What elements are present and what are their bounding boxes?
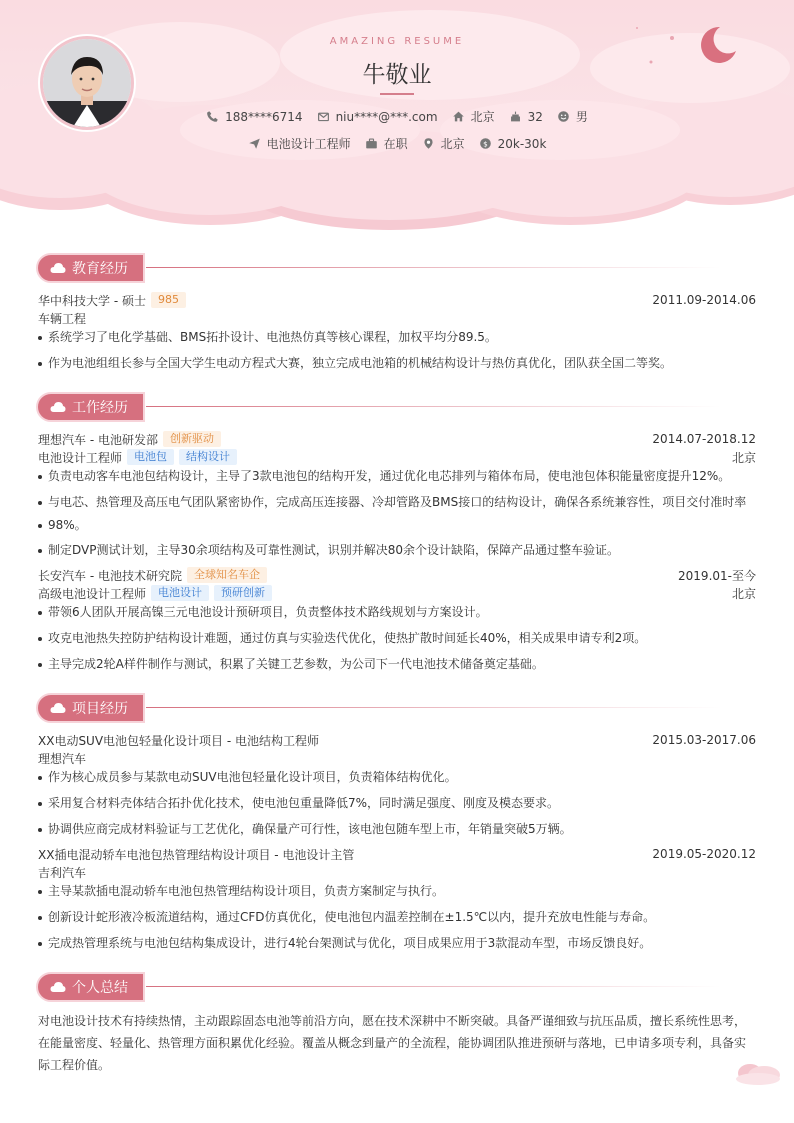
continuation-text: 98%。	[48, 518, 87, 532]
target-city-info	[422, 135, 465, 152]
cloud-icon	[50, 401, 66, 413]
education-major-row	[38, 309, 756, 327]
project-title: XX电动SUV电池包轻量化设计项目 - 电池结构工程师	[38, 733, 320, 748]
summary-paragraph	[38, 1010, 754, 1076]
cloud-icon	[50, 702, 66, 714]
work-role-row	[38, 584, 756, 602]
summary-line: 对电池设计技术有持续热情，主动跟踪固态电池等前沿方向，愿在技术深耕中不断突破。具备严谨细致与抗压品质，擅长系统性思考，	[38, 1014, 747, 1028]
project-header	[38, 845, 756, 863]
email-info	[317, 108, 438, 125]
list-item: 系统学习了电化学基础、BMS拓扑设计、电池热仿真等核心课程，加权平均分89.5。	[38, 326, 756, 349]
list-item: 作为电池组组长参与全国大学生电动方程式大赛，独立完成电池箱的机械结构设计与热仿真优化，团队获全国二等奖。	[38, 352, 756, 375]
job-role: 高级电池设计工程师	[38, 586, 147, 601]
project-company: 理想汽车	[38, 751, 87, 766]
list-item: 完成热管理系统与电池包结构集成设计，进行4轮台架测试与优化，项目成果应用于3款混动车型，市场反馈良好。	[38, 932, 756, 955]
candidate-name: 牛敬业	[362, 62, 432, 88]
status-info	[365, 135, 408, 152]
company-tag: 全球知名车企	[187, 567, 267, 583]
home-icon	[452, 110, 465, 123]
job-role: 电池设计工程师	[38, 450, 123, 465]
role-tag: 电池设计	[151, 585, 209, 601]
project-date: 2015.03-2017.06	[652, 733, 756, 747]
cloud-icon	[50, 262, 66, 274]
list-item: 协调供应商完成材料验证与工艺优化，确保量产可行性，该电池包随车型上市，年销量突破5万辆。	[38, 818, 756, 841]
company-name: 理想汽车 - 电池研发部	[38, 432, 158, 447]
section-divider	[146, 406, 721, 407]
summary-line: 际工程价值。	[38, 1058, 111, 1072]
section-title-text: 个人总结	[72, 980, 128, 996]
contact-row	[0, 108, 794, 125]
list-item: 带领6人团队开展高镍三元电池设计预研项目，负责整体技术路线规划与方案设计。	[38, 601, 756, 624]
list-item: 创新设计蛇形液冷板流道结构，通过CFD仿真优化，使电池包内温差控制在±1.5℃以内，提升充放电性能与寿命。	[38, 906, 756, 929]
job-intention-row	[0, 135, 794, 152]
education-date: 2011.09-2014.06	[652, 293, 756, 307]
smiley-icon	[557, 110, 570, 123]
list-item: 采用复合材料壳体结合拓扑优化技术，使电池包重量降低7%，同时满足强度、刚度及模态要求。	[38, 792, 756, 815]
section-divider	[146, 707, 721, 708]
list-item: 负责电动客车电池包结构设计，主导了3款电池包的结构开发，通过优化电芯排列与箱体布局，使电池包体积能量密度提升12%。	[38, 465, 756, 488]
job-title-text: 电池设计工程师	[266, 137, 351, 151]
gender-info	[557, 108, 588, 125]
work-city: 北京	[731, 586, 756, 601]
salary-info	[479, 135, 547, 152]
role-tag: 结构设计	[179, 449, 237, 465]
svg-text:$: $	[482, 139, 488, 149]
project-company-row	[38, 749, 756, 767]
paper-plane-icon	[248, 137, 261, 150]
project-company-row	[38, 863, 756, 881]
phone-icon	[206, 110, 219, 123]
phone-info	[206, 108, 302, 125]
project-header	[38, 731, 756, 749]
age-text: 32	[527, 109, 543, 124]
list-item: 作为核心成员参与某款电动SUV电池包轻量化设计项目，负责箱体结构优化。	[38, 766, 756, 789]
cloud-icon	[50, 981, 66, 993]
list-item: 与电芯、热管理及高压电气团队紧密协作，完成高压连接器、冷却管路及BMS接口的结构设计，确保各系统兼容性，项目交付准时率	[38, 491, 756, 514]
school-tag: 985	[151, 292, 186, 308]
status-text: 在职	[383, 137, 408, 151]
list-item-continuation	[38, 514, 756, 537]
briefcase-icon	[365, 137, 378, 150]
work-date: 2014.07-2018.12	[652, 432, 756, 446]
phone-text: 188****6714	[225, 109, 303, 124]
project-company: 吉利汽车	[38, 865, 87, 880]
section-title-text: 工作经历	[72, 400, 128, 416]
section-pill	[36, 693, 145, 723]
project-title: XX插电混动轿车电池包热管理结构设计项目 - 电池设计主管	[38, 847, 355, 862]
location-text: 北京	[470, 110, 495, 124]
section-title-text: 教育经历	[72, 261, 128, 277]
section-projects	[36, 692, 145, 724]
section-pill	[36, 972, 145, 1002]
section-divider	[146, 986, 721, 987]
major: 车辆工程	[38, 311, 87, 326]
work-header	[38, 566, 756, 584]
work-header	[38, 430, 756, 448]
job-title-info	[248, 135, 351, 152]
section-work	[36, 391, 145, 423]
target-city-text: 北京	[440, 137, 465, 151]
header-banner	[0, 0, 794, 235]
role-tag: 电池包	[127, 449, 174, 465]
resume-eyebrow: AMAZING RESUME	[329, 36, 465, 47]
name-underline	[380, 93, 414, 95]
gender-text: 男	[575, 110, 588, 124]
company-tag: 创新驱动	[163, 431, 221, 447]
company-name: 长安汽车 - 电池技术研究院	[38, 568, 182, 583]
mail-icon	[317, 110, 330, 123]
salary-text: 20k-30k	[497, 136, 547, 151]
decorative-cloud-icon	[730, 1055, 786, 1087]
section-divider	[146, 267, 721, 268]
list-item: 主导某款插电混动轿车电池包热管理结构设计项目，负责方案制定与执行。	[38, 880, 756, 903]
age-info	[509, 108, 543, 125]
section-summary	[36, 971, 145, 1003]
section-pill	[36, 392, 145, 422]
role-tag: 预研创新	[214, 585, 272, 601]
section-pill	[36, 253, 145, 283]
email-text: niu****@***.com	[335, 109, 438, 124]
work-date: 2019.01-至今	[678, 568, 756, 583]
list-item: 攻克电池热失控防护结构设计难题，通过仿真与实验迭代优化，使热扩散时间延长40%，相关成果申请专利2项。	[38, 627, 756, 650]
list-item: 制定DVP测试计划，主导30余项结构及可靠性测试，识别并解决80余个设计缺陷，保障产品通过整车验证。	[38, 539, 756, 562]
work-role-row	[38, 448, 756, 466]
cake-icon	[509, 110, 522, 123]
school-name: 华中科技大学 - 硕士	[38, 293, 146, 308]
project-date: 2019.05-2020.12	[652, 847, 756, 861]
coin-icon	[479, 137, 492, 150]
summary-line: 在能量密度、轻量化、热管理方面积累优化经验。覆盖从概念到量产的全流程，能协调团队推进预研与落地，已申请多项专利，具备实	[38, 1036, 747, 1050]
work-city: 北京	[731, 450, 756, 465]
map-pin-icon	[422, 137, 435, 150]
section-title-text: 项目经历	[72, 701, 128, 717]
location-info	[452, 108, 495, 125]
list-item: 主导完成2轮A样件制作与测试，积累了关键工艺参数，为公司下一代电池技术储备奠定基础。	[38, 653, 756, 676]
section-education	[36, 252, 145, 284]
education-header	[38, 291, 756, 309]
